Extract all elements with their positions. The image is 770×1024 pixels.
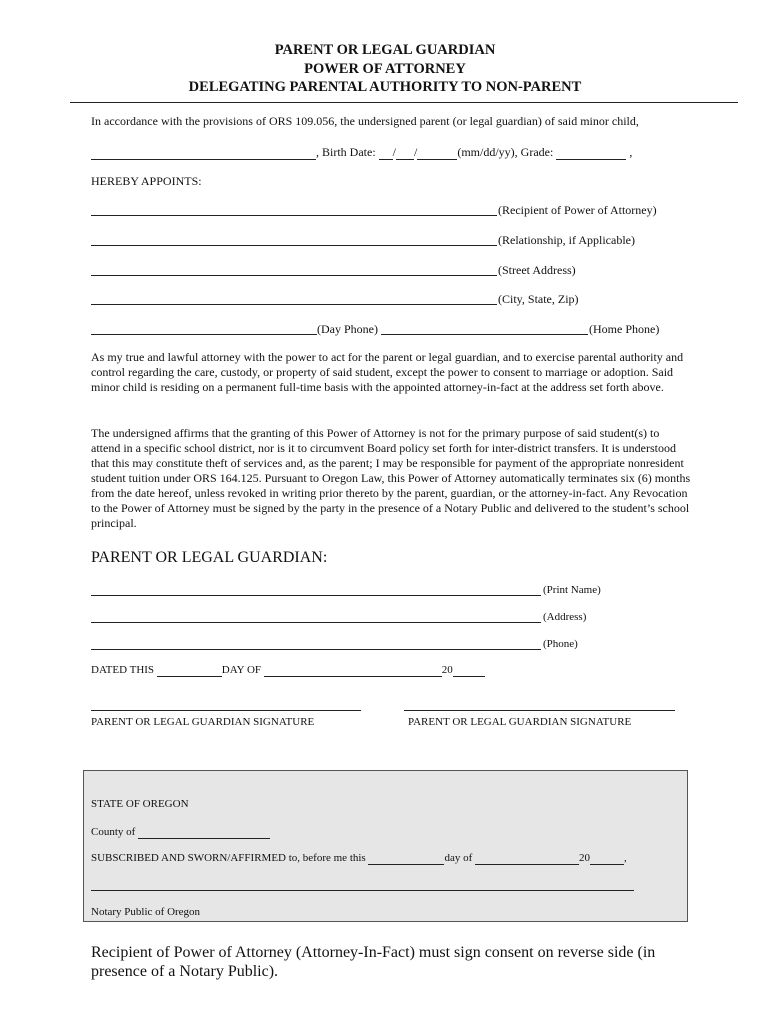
guardian-address-label: (Address) <box>543 611 587 623</box>
notary-state: STATE OF OREGON <box>91 798 189 810</box>
signature-line-1[interactable] <box>91 710 361 711</box>
footer-line-2: presence of a Notary Public). <box>91 963 279 980</box>
street-address-line[interactable] <box>91 275 497 276</box>
subscribed-label: SUBSCRIBED AND SWORN/AFFIRMED to, before me this <box>91 852 366 864</box>
notary-line-end: , <box>624 852 627 864</box>
birth-date-label: , Birth Date: <box>316 145 376 159</box>
dated-year-field[interactable] <box>453 665 485 677</box>
birth-day-field[interactable] <box>396 146 414 160</box>
signature-label-2: PARENT OR LEGAL GUARDIAN SIGNATURE <box>408 716 632 728</box>
county-field[interactable] <box>138 827 270 839</box>
date-slash-2: / <box>414 145 418 159</box>
title-line-3: DELEGATING PARENTAL AUTHORITY TO NON-PARENT <box>188 79 582 95</box>
day-phone-line[interactable] <box>91 334 317 335</box>
notary-box <box>83 770 688 922</box>
day-of-label: DAY OF <box>221 664 262 676</box>
notary-county-line <box>91 826 270 839</box>
guardian-address-line[interactable] <box>91 622 541 623</box>
guardian-heading: PARENT OR LEGAL GUARDIAN: <box>91 549 328 566</box>
relationship-line[interactable] <box>91 245 497 246</box>
notary-subscribed-line <box>91 852 627 865</box>
authority-paragraph: As my true and lawful attorney with the power to act for the parent or legal guardian, and to exercise parental authority and control regarding the care, custody, or property of said student, except the power to consent to marriage or adoption. Said minor child is residing on a permanent full-time basis with the appointed attorney-in-fact at the address set forth above. <box>91 350 684 394</box>
print-name-label: (Print Name) <box>543 584 601 596</box>
city-state-zip-label: (City, State, Zip) <box>498 292 579 306</box>
print-name-line[interactable] <box>91 595 541 596</box>
notary-signature-line[interactable] <box>91 890 634 891</box>
street-address-label: (Street Address) <box>498 263 576 277</box>
signature-label-1: PARENT OR LEGAL GUARDIAN SIGNATURE <box>91 716 315 728</box>
guardian-phone-line[interactable] <box>91 649 541 650</box>
recipient-name-line[interactable] <box>91 215 497 216</box>
grade-field[interactable] <box>556 146 626 160</box>
child-name-field[interactable] <box>91 146 316 160</box>
notary-year-prefix: 20 <box>579 852 591 864</box>
child-line-end: , <box>629 145 633 159</box>
home-phone-line[interactable] <box>381 334 588 335</box>
footer-line-1: Recipient of Power of Attorney (Attorney-In-Fact) must sign consent on reverse side (in <box>91 944 656 961</box>
subscribed-day-field[interactable] <box>368 853 444 865</box>
dated-day-field[interactable] <box>157 665 222 677</box>
birth-month-field[interactable] <box>379 146 393 160</box>
notary-public-label: Notary Public of Oregon <box>91 906 201 918</box>
child-line <box>91 145 632 160</box>
date-format-label: (mm/dd/yy), Grade: <box>457 145 554 159</box>
hereby-appoints-label: HEREBY APPOINTS: <box>91 174 202 188</box>
signature-line-2[interactable] <box>404 710 675 711</box>
guardian-phone-label: (Phone) <box>543 638 578 650</box>
title-divider <box>70 102 738 103</box>
relationship-label: (Relationship, if Applicable) <box>498 233 635 247</box>
recipient-name-label: (Recipient of Power of Attorney) <box>498 203 657 217</box>
subscribed-year-field[interactable] <box>590 853 624 865</box>
subscribed-month-field[interactable] <box>475 853 579 865</box>
city-state-zip-line[interactable] <box>91 304 497 305</box>
dated-this-label: DATED THIS <box>91 664 155 676</box>
date-slash-1: / <box>392 145 396 159</box>
title-line-1: PARENT OR LEGAL GUARDIAN <box>274 42 496 58</box>
county-label: County of <box>91 826 136 838</box>
dated-line <box>91 664 485 677</box>
birth-year-field[interactable] <box>417 146 457 160</box>
intro-text: In accordance with the provisions of ORS 109.056, the undersigned parent (or legal guardian) of said minor child, <box>91 114 639 128</box>
home-phone-label: (Home Phone) <box>589 322 660 336</box>
notary-day-of-label: day of <box>444 852 473 864</box>
title-line-2: POWER OF ATTORNEY <box>304 61 466 77</box>
dated-month-field[interactable] <box>264 665 442 677</box>
day-phone-label: (Day Phone) <box>317 322 378 336</box>
affirmation-paragraph: The undersigned affirms that the granting of this Power of Attorney is not for the primary purpose of said student(s) to attend in a specific school district, nor is it to circumvent Board policy set forth for inter-district transfers. It is understood that this may constitute theft of services and, as the parent; I may be responsible for payment of the appropriate nonresident student tuition under ORS 164.125. Pursuant to Oregon Law, this Power of Attorney automatically terminates six (6) months from the date hereof, unless revoked in writing prior thereto by the parent, guardian, or the attorney-in-fact. Any Revocation to the Power of Attorney must be signed by the party in the presence of a Notary Public and delivered to the student’s school principal. <box>91 426 691 530</box>
dated-year-prefix: 20 <box>441 664 453 676</box>
